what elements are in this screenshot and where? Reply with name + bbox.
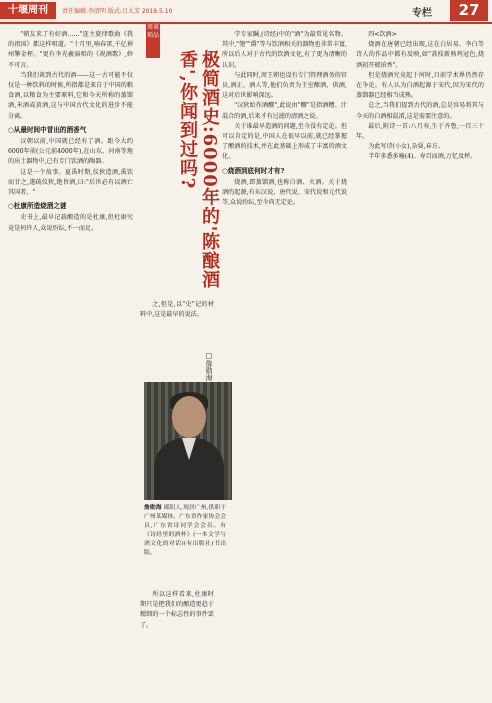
paragraph: 与此同时,周王朝也设有专门管理酒务的官员,酒正、酒人等,他们负责为王室酿酒、供酒,这对后世影响深远。 bbox=[222, 71, 347, 100]
newspaper-logo: 十堰周刊 bbox=[0, 2, 56, 19]
editor-credits: 责任编辑:李清明 版式:吕大芳 2019.5.10 bbox=[62, 8, 173, 15]
paragraph: 半年多悉多喻(4)。寿百而酒,万忆及杯。 bbox=[368, 153, 477, 161]
column-3 bbox=[222, 30, 347, 698]
paragraph: 四<饮酒> bbox=[368, 31, 397, 38]
section-label: 专栏 bbox=[412, 8, 432, 19]
paragraph: 为此写诗(小女),杂耍,春方。 bbox=[368, 143, 444, 151]
article-title: 极简酒史:6000年的'陈酿酒香',你闻到过吗? bbox=[177, 50, 220, 290]
paragraph: 最后,附诗一首:八月寿,生于齐鲁,一百三十年。 bbox=[356, 122, 484, 141]
subheading: ○烧酒到底何时才有? bbox=[222, 166, 285, 175]
paragraph: 之,但是,以"史"记的材料中,这是最早的说法。 bbox=[140, 301, 214, 319]
author-photo bbox=[144, 382, 232, 500]
paragraph: 学专家瞩,(诗经)中的"酒"为最常见名物。其中,"匏""爵"等与饮酒相关的器物也非常丰富,所以后人对于古代的饮酒文化,有了更为清晰的认识。 bbox=[222, 31, 347, 69]
paragraph: 烧酒,即蒸馏酒,也称白酒、火酒。关于烧酒的起源,有东汉说、唐代说、宋代说和元代说等,众说纷纭,至今尚无定论。 bbox=[222, 178, 347, 207]
caption-text: 郧阳人,现居广州,供职于广州某媒体。广东省作家协会会员,广东省诗词学会会员。有《诗经里的酒杯》(一本文学与酒文化的对话)(有出版社)书出版。 bbox=[144, 505, 227, 556]
paragraph: 汉朝以前,中国就已经有了酒。距今大约6000年前(公元前4000年),在山东、河南等地的出土器物中,已有专门饮酒的陶器。 bbox=[8, 138, 133, 166]
paragraph: 烧酒在唐朝已经出现,这在白居易、李白等诗人的作品中都有反映,如"荔枝新熟鸡冠色,烧酒初开琥珀香"。 bbox=[356, 41, 484, 69]
paragraph: 这是一个故事。夏禹时期,仪狄造酒,禹饮而甘之,遂疏仪狄,绝旨酒,曰:"后世必有以酒亡其国者。" bbox=[8, 168, 133, 197]
author-byline: □詹勋海 bbox=[205, 352, 213, 381]
page-header bbox=[0, 0, 492, 24]
paragraph: 总之,当我们提到古代的酒,总是容易将其与今天的白酒相混淆,这是需要注意的。 bbox=[356, 102, 484, 120]
paragraph: 史书上,最早记载酿造的是杜康,但杜康究竟是何许人,众说纷纭,不一而足。 bbox=[8, 214, 133, 232]
subheading: ○杜康所造烧酒之谜 bbox=[8, 202, 67, 211]
paragraph: 所以这样看来,杜康时期只是把我们的酿造更趋于精细的一个标志性的事件罢了。 bbox=[140, 591, 214, 629]
paragraph: 关于谁最早造酒的问题,至今没有定论。但可以肯定的是,中国人在很早以前,就已经掌握了酿酒的技术,并在此基础上形成了丰富的酒文化。 bbox=[222, 122, 347, 161]
paragraph: 但是烧酒究竟起于何时,目前学术界仍然存在争论。有人认为白酒起源于宋代,因为宋代的蒸馏器已经相当成熟。 bbox=[356, 71, 484, 100]
page-number: 27 bbox=[450, 0, 488, 21]
paragraph: "朝友来了有好酒……"连主旋律歌曲《我的祖国》都这样唱道。"十月里,响春雷,千亿神州擎金杯。"更有李光羲演唱的《祝酒歌》,妙不可言。 bbox=[8, 31, 133, 69]
caption-name: 詹勋海 bbox=[144, 505, 162, 511]
column-tag: 周谈琐品 bbox=[146, 22, 160, 58]
paragraph: 当我们谈到古代的酒——这一古可能不仅仅是一种饮料的时候,所指都是来自于中国的粮食酒,以粮食为主要原料,它和今天所称的蒸馏酒,米酒或黄酒,这与中国古代文化的进步不能分离。 bbox=[8, 71, 133, 120]
subheading: ○从最时间中冒出的酒香气 bbox=[8, 125, 87, 134]
column-2-bottom bbox=[140, 590, 214, 698]
column-1 bbox=[8, 30, 133, 698]
paragraph: "汉狄始作酒醪",此说由"醪"是指酒糟、汁混合的酒,后来才有过滤的清酒之说。 bbox=[222, 102, 347, 120]
column-4 bbox=[356, 30, 484, 698]
photo-caption bbox=[144, 504, 226, 558]
